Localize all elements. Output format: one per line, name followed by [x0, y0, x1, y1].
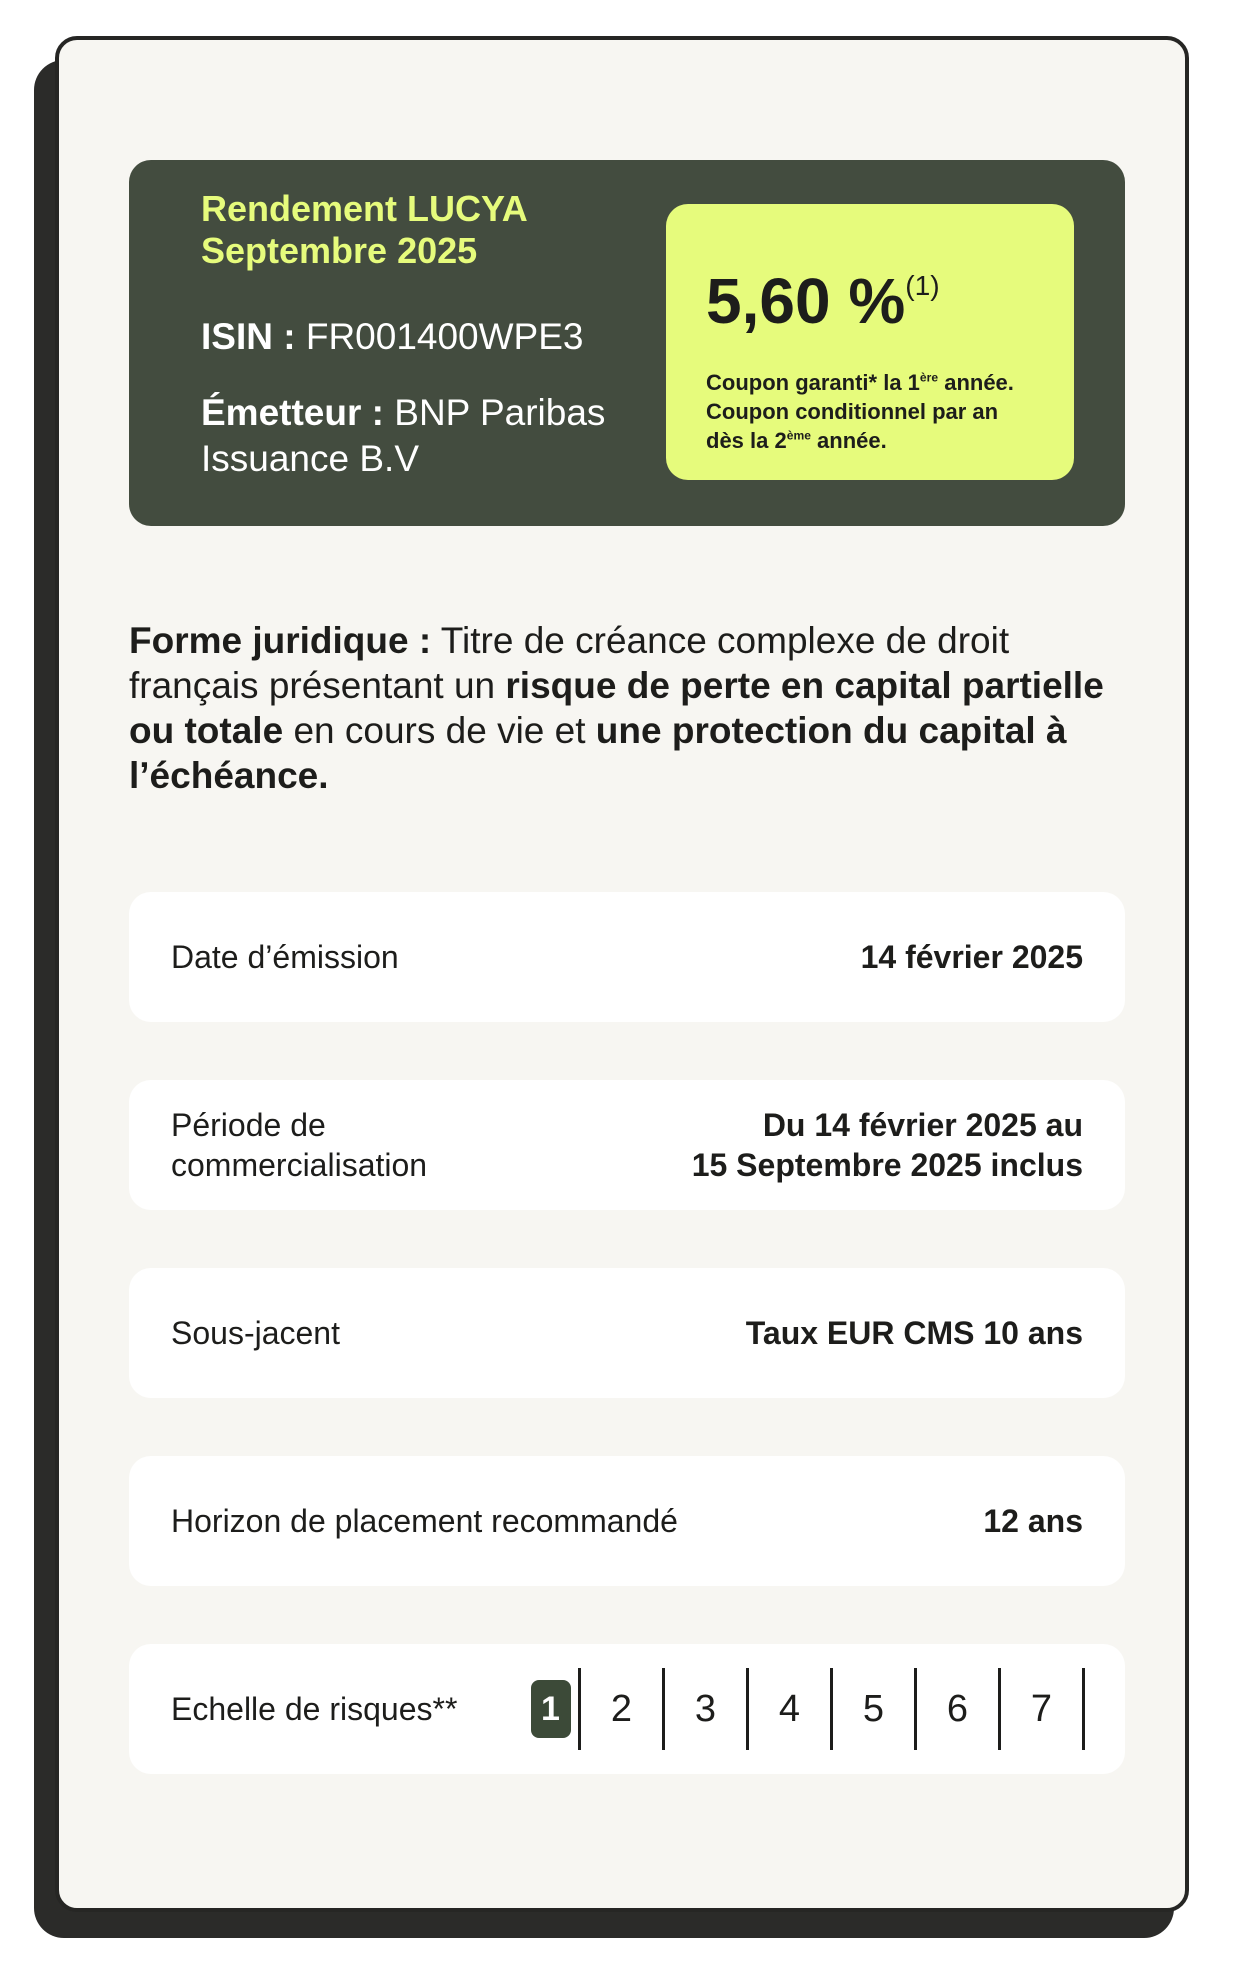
risk-level-4: 4: [749, 1668, 833, 1750]
risk-level-3: 3: [665, 1668, 749, 1750]
yield-value: 5,60 %$^{(1)}$: [706, 265, 940, 337]
product-title: Rendement LUCYA Septembre 2025: [201, 188, 528, 271]
isin-label: ISIN :: [201, 316, 296, 357]
row-risk-scale: [129, 1644, 1125, 1774]
row-label: Sous-jacent: [171, 1315, 340, 1351]
legal-form: Forme juridique : Titre de créance complexe de droit français présentant un risque de perte en capital partielle ou totale en cours de vie et une protection du capital à l’échéance.: [129, 620, 1104, 796]
row-label: Date d’émission: [171, 939, 399, 975]
risk-scale: [523, 1668, 1085, 1750]
row-value: 14 février 2025: [860, 939, 1083, 975]
row-value: Taux EUR CMS 10 ans: [745, 1315, 1083, 1351]
yield-box: [666, 204, 1074, 480]
emetteur: [201, 390, 641, 482]
risk-level-5: 5: [833, 1668, 917, 1750]
row-label: Echelle de risques**: [171, 1691, 458, 1727]
row-commercialisation: [129, 1080, 1125, 1210]
row-sous-jacent: [129, 1268, 1125, 1398]
row-label: Horizon de placement recommandé: [171, 1503, 678, 1539]
emetteur-label: Émetteur :: [201, 392, 384, 433]
legal-form-label: Forme juridique :: [129, 620, 432, 661]
row-value: Du 14 février 2025 au 15 Septembre 2025 inclus: [691, 1107, 1083, 1183]
risk-level-1: [523, 1668, 581, 1750]
row-emission-date: [129, 892, 1125, 1022]
isin-value: FR001400WPE3: [305, 316, 584, 357]
row-label: Période de commercialisation: [171, 1107, 428, 1183]
emetteur-value: BNP Paribas Issuance B.V: [201, 392, 606, 479]
row-value: 12 ans: [983, 1503, 1083, 1539]
risk-level-7: 7: [1001, 1668, 1085, 1750]
product-header: [129, 160, 1125, 526]
risk-level-2: 2: [581, 1668, 665, 1750]
product-card: [55, 36, 1189, 1912]
row-horizon: [129, 1456, 1125, 1586]
yield-note: Coupon garanti* la 1ère année. Coupon conditionnel par an dès la 2ème année.: [706, 370, 1014, 453]
yield-footnote-ref: (1): [905, 270, 940, 301]
risk-level-selected: 1: [531, 1680, 571, 1738]
risk-level-6: 6: [917, 1668, 1001, 1750]
isin: [201, 314, 641, 360]
